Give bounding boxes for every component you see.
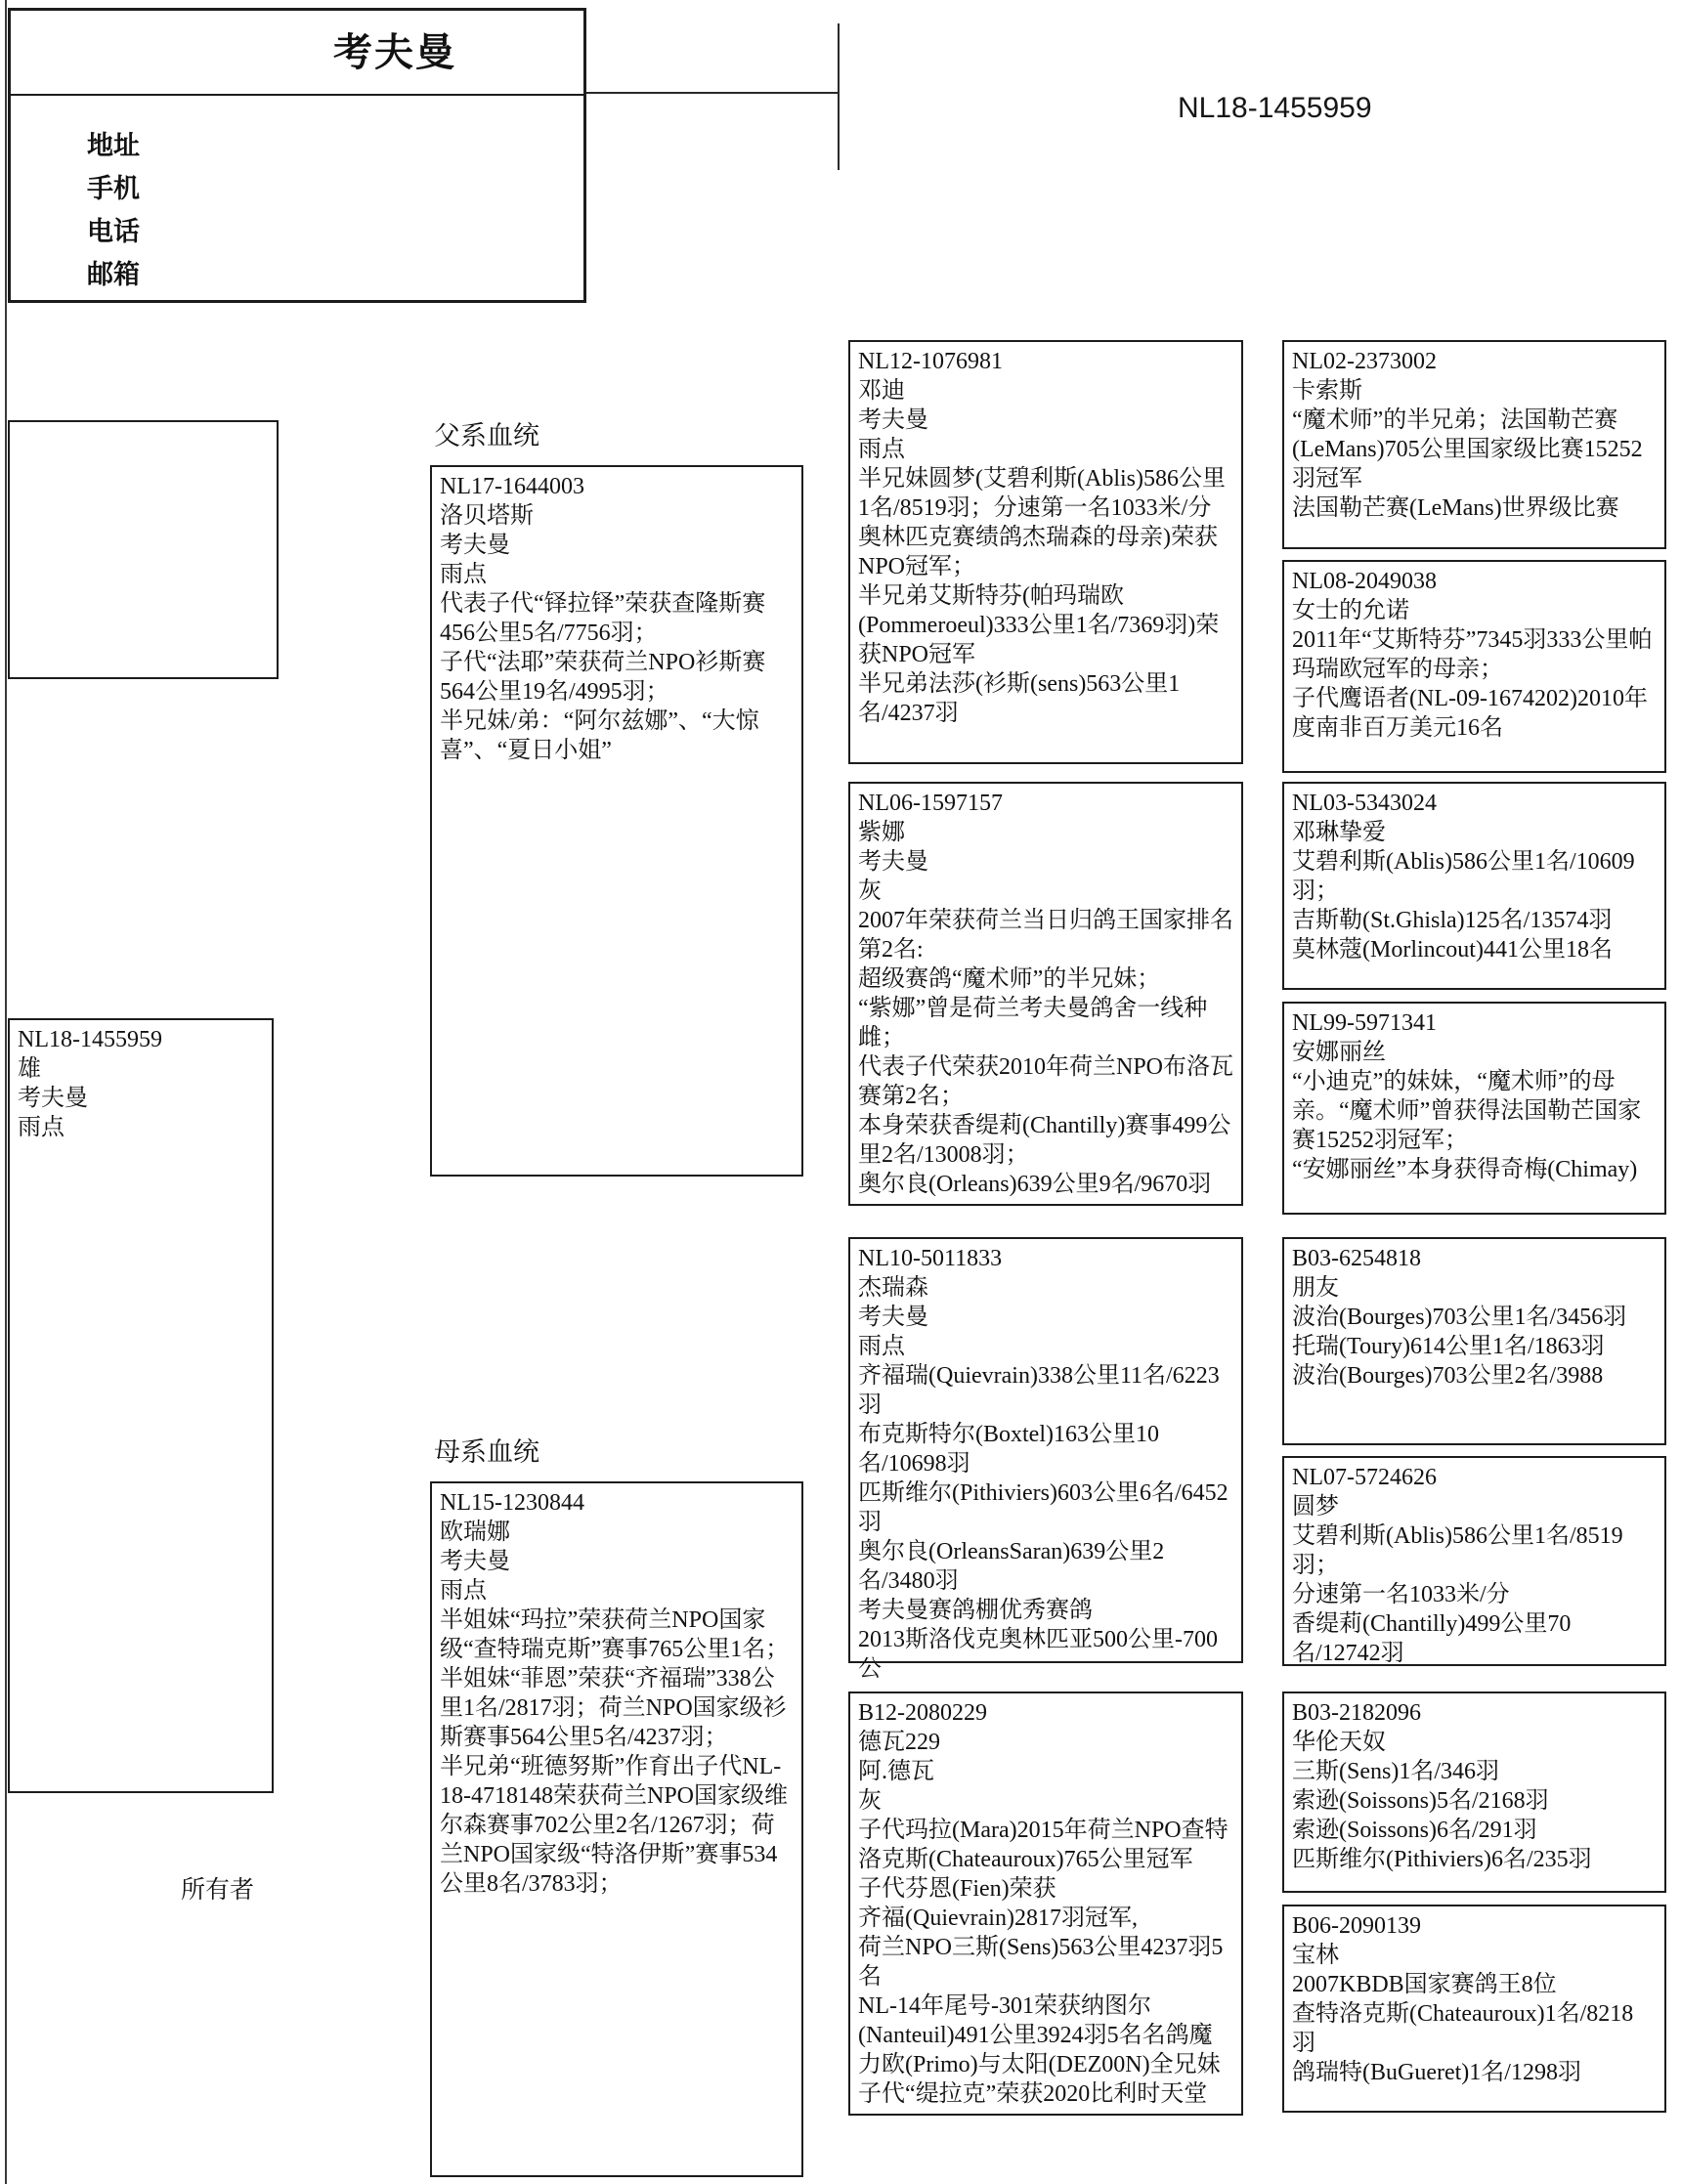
pedigree-text-line: 子代“缇拉克”荣获2020比利时天堂 — [858, 2081, 1208, 2107]
contact-field-label: 地址 — [87, 131, 140, 160]
pedigree-text-line: 香缇莉(Chantilly)499公里70名/12742羽 — [1292, 1611, 1572, 1666]
pedigree-text-line: 2013斯洛伐克奥林匹亚500公里-700公 — [858, 1627, 1218, 1682]
header-title-row — [11, 11, 583, 96]
pedigree-text-line: “紫娜”曾是荷兰考夫曼鸽舍一线种雌； — [858, 996, 1208, 1050]
pedigree-text-line: NL-14年尾号-301荣获纳图尔(Nanteuil)491公里3924羽5名名鸽魔力欧(Primo)与太阳(DEZ00N)全兄妹 — [858, 1993, 1221, 2077]
loft-title: 考夫曼 — [333, 29, 456, 74]
pedigree-text-line: 灰 — [858, 878, 882, 904]
pedigree-text-line: NL17-1644003 — [440, 474, 584, 499]
owner-label: 所有者 — [181, 1877, 255, 1904]
pedigree-text-line: 考夫曼 — [858, 849, 928, 875]
subject-bird-box — [8, 1018, 274, 1793]
pedigree-text-line: 吉斯勒(St.Ghisla)125名/13574羽 — [1292, 908, 1613, 933]
connector-line-vertical — [838, 23, 840, 170]
pedigree-text-line: 2007年荣获荷兰当日归鸽王国家排名第2名: — [858, 908, 1233, 963]
pedigree-text-line: 艾碧利斯(Ablis)586公里1名/8519羽； — [1292, 1523, 1623, 1578]
pedigree-text-line: 雨点 — [858, 1334, 905, 1359]
pedigree-text-line: 半兄弟艾斯特芬(帕玛瑞欧(Pommeroeul)333公里1名/7369羽)荣获NPO冠军 — [858, 583, 1220, 667]
paternal-line-label: 父系血统 — [434, 421, 539, 450]
grandparent-box-NL12-1076981 — [848, 340, 1243, 764]
pedigree-text-line: 朋友 — [1292, 1275, 1339, 1301]
pedigree-text-line: 半兄弟“班德努斯”作育出子代NL-18-4718148荣获荷兰NPO国家级维尔森赛事702公里2名/1267羽；荷兰NPO国家级“特洛伊斯”赛事534公里8名/3783羽； — [440, 1754, 789, 1897]
pedigree-text-line: 考夫曼赛鸽棚优秀赛鸽 — [858, 1598, 1093, 1623]
pedigree-text-line: 2011年“艾斯特芬”7345羽333公里帕玛瑞欧冠军的母亲； — [1292, 627, 1653, 682]
pedigree-text-line: 代表子代荣获2010年荷兰NPO布洛瓦赛第2名； — [858, 1054, 1234, 1109]
pedigree-text-line: 子代芬恩(Fien)荣获 — [858, 1876, 1056, 1902]
pedigree-text-line: 奥林匹克赛绩鸽杰瑞森的母亲)荣获NPO冠军； — [858, 525, 1218, 579]
pedigree-text-line: 雨点 — [858, 437, 905, 462]
pedigree-text-line: “安娜丽丝”本身获得奇梅(Chimay) — [1292, 1157, 1638, 1182]
pedigree-text-line: 匹斯维尔(Pithiviers)603公里6名/6452羽 — [858, 1480, 1228, 1535]
pedigree-text-line: NL15-1230844 — [440, 1490, 584, 1516]
pedigree-text-line: 布克斯特尔(Boxtel)163公里10名/10698羽 — [858, 1422, 1159, 1477]
pedigree-text-line: 邓迪 — [858, 378, 905, 404]
maternal-line-label: 母系血统 — [434, 1437, 539, 1467]
great-grandparent-box-B03-6254818 — [1282, 1237, 1666, 1445]
pedigree-text-line: “小迪克”的妹妹，“魔术师”的母亲。“魔术师”曾获得法国勒芒国家赛15252羽冠军； — [1292, 1069, 1642, 1153]
pedigree-text-line: 托瑞(Toury)614公里1名/1863羽 — [1292, 1334, 1605, 1359]
pedigree-text-line: 安娜丽丝 — [1292, 1040, 1386, 1065]
pedigree-text-line: B06-2090139 — [1292, 1913, 1421, 1939]
pedigree-text-line: 考夫曼 — [858, 407, 928, 433]
great-grandparent-box-B03-2182096 — [1282, 1692, 1666, 1893]
pedigree-text-line: “魔术师”的半兄弟；法国勒芒赛(LeMans)705公里国家级比赛15252羽冠军 — [1292, 407, 1643, 492]
grandparent-box-NL10-5011833 — [848, 1237, 1243, 1682]
pedigree-text-line: 超级赛鸽“魔术师”的半兄妹； — [858, 966, 1161, 992]
page-left-edge-line — [5, 0, 7, 2184]
mother-box-NL15-1230844 — [430, 1481, 803, 2177]
pedigree-text-line: 奥尔良(Orleans)639公里9名/9670羽 — [858, 1172, 1212, 1197]
pedigree-text-line: 邓琳挚爱 — [1292, 820, 1386, 845]
great-grandparent-box-NL08-2049038 — [1282, 560, 1666, 773]
pedigree-text-line: 索逊(Soissons)6名/291羽 — [1292, 1818, 1537, 1843]
pedigree-text-line: 紫娜 — [858, 820, 905, 845]
pedigree-text-line: 荷兰NPO三斯(Sens)563公里4237羽5名 — [858, 1935, 1224, 1990]
pedigree-text-line: 雨点 — [440, 562, 487, 587]
pedigree-text-line: 考夫曼 — [858, 1305, 928, 1330]
contact-field-label: 邮箱 — [87, 260, 140, 289]
great-grandparent-box-B06-2090139 — [1282, 1905, 1666, 2113]
pedigree-text-line: 匹斯维尔(Pithiviers)6名/235羽 — [1292, 1847, 1592, 1872]
pedigree-text-line: 半姐妹“菲恩”荣获“齐福瑞”338公里1名/2817羽；荷兰NPO国家级衫斯赛事564公里5名/4237羽； — [440, 1666, 787, 1750]
connector-line-horizontal — [586, 92, 839, 94]
great-grandparent-box-NL07-5724626 — [1282, 1456, 1666, 1666]
pedigree-text-line: 波治(Bourges)703公里1名/3456羽 — [1292, 1305, 1627, 1330]
pedigree-text-line: 卡索斯 — [1292, 378, 1362, 404]
great-grandparent-box-NL02-2373002 — [1282, 340, 1666, 549]
subject-line: NL18-1455959 — [18, 1027, 162, 1052]
pedigree-text-line: NL07-5724626 — [1292, 1465, 1437, 1490]
pedigree-text-line: 齐福(Quievrain)2817羽冠军, — [858, 1906, 1138, 1931]
pedigree-text-line: NL06-1597157 — [858, 791, 1003, 816]
pedigree-text-line: 雨点 — [440, 1578, 487, 1604]
pedigree-text-line: 欧瑞娜 — [440, 1520, 510, 1545]
pedigree-text-line: 洛贝塔斯 — [440, 503, 534, 529]
contact-field-label: 电话 — [87, 217, 140, 246]
pedigree-text-line: 半姐妹“玛拉”荣获荷兰NPO国家级“查特瑞克斯”赛事765公里1名； — [440, 1607, 790, 1662]
pedigree-text-line: 子代玛拉(Mara)2015年荷兰NPO查特洛克斯(Chateauroux)765公里冠军 — [858, 1818, 1228, 1872]
pedigree-text-line: 分速第一名1033米/分 — [1292, 1582, 1510, 1607]
pedigree-text-line: 齐福瑞(Quievrain)338公里11名/6223羽 — [858, 1363, 1220, 1418]
great-grandparent-box-NL99-5971341 — [1282, 1002, 1666, 1215]
pedigree-text-line: 考夫曼 — [440, 1549, 510, 1574]
grandparent-box-B12-2080229 — [848, 1692, 1243, 2116]
pedigree-text-line: 子代鹰语者(NL-09-1674202)2010年度南非百万美元16名 — [1292, 686, 1648, 741]
pedigree-text-line: NL03-5343024 — [1292, 791, 1437, 816]
pedigree-text-line: 查特洛克斯(Chateauroux)1名/8218羽 — [1292, 2001, 1634, 2056]
photo-placeholder-box — [8, 420, 279, 679]
pedigree-text-line: 灰 — [858, 1788, 882, 1814]
pedigree-text-line: 艾碧利斯(Ablis)586公里1名/10609羽； — [1292, 849, 1635, 904]
pedigree-text-line: 法国勒芒赛(LeMans)世界级比赛 — [1292, 495, 1619, 521]
pedigree-text-line: NL99-5971341 — [1292, 1010, 1437, 1036]
pedigree-text-line: 子代“法耶”荣获荷兰NPO衫斯赛564公里19名/4995羽； — [440, 650, 766, 705]
pedigree-text-line: 圆梦 — [1292, 1494, 1339, 1520]
pedigree-text-line: 半兄妹圆梦(艾碧利斯(Ablis)586公里1名/8519羽；分速第一名1033米/分 — [858, 466, 1226, 521]
pedigree-text-line: 鸽瑞特(BuGueret)1名/1298羽 — [1292, 2060, 1581, 2085]
pedigree-text-line: 波治(Bourges)703公里2名/3988 — [1292, 1363, 1604, 1389]
pedigree-text-line: 德瓦229 — [858, 1730, 940, 1755]
pedigree-text-line: B12-2080229 — [858, 1700, 987, 1726]
subject-line: 雄 — [18, 1056, 41, 1082]
pedigree-text-line: 代表子代“铎拉铎”荣获查隆斯赛456公里5名/7756羽； — [440, 591, 766, 646]
ring-number: NL18-1455959 — [1178, 92, 1372, 124]
pedigree-text-line: 考夫曼 — [440, 533, 510, 558]
pedigree-text-line: NL12-1076981 — [858, 349, 1003, 374]
subject-line: 雨点 — [18, 1115, 65, 1140]
pedigree-text-line: 阿.德瓦 — [858, 1759, 934, 1784]
pedigree-text-line: B03-2182096 — [1292, 1700, 1421, 1726]
pedigree-text-line: 莫林蔻(Morlincout)441公里18名 — [1292, 937, 1613, 963]
pedigree-text-line: 女士的允诺 — [1292, 598, 1409, 623]
pedigree-text-line: 杰瑞森 — [858, 1275, 928, 1301]
contact-fields — [11, 96, 583, 288]
contact-field-label: 手机 — [87, 174, 140, 203]
father-box-NL17-1644003 — [430, 465, 803, 1177]
pedigree-text-line: 华伦天奴 — [1292, 1730, 1386, 1755]
great-grandparent-box-NL03-5343024 — [1282, 782, 1666, 990]
pedigree-text-line: 索逊(Soissons)5名/2168羽 — [1292, 1788, 1549, 1814]
pedigree-text-line: 奥尔良(OrleansSaran)639公里2名/3480羽 — [858, 1539, 1165, 1594]
pedigree-text-line: 半兄妹/弟：“阿尔兹娜”、“大惊喜”、“夏日小姐” — [440, 708, 759, 763]
pedigree-text-line: NL08-2049038 — [1292, 569, 1437, 594]
pedigree-text-line: 本身荣获香缇莉(Chantilly)赛事499公里2名/13008羽； — [858, 1113, 1231, 1168]
grandparent-box-NL06-1597157 — [848, 782, 1243, 1206]
pedigree-text-line: 宝林 — [1292, 1943, 1339, 1968]
pedigree-text-line: 半兄弟法莎(衫斯(sens)563公里1名/4237羽 — [858, 671, 1181, 726]
pedigree-text-line: B03-6254818 — [1292, 1246, 1421, 1271]
pedigree-text-line: NL10-5011833 — [858, 1246, 1003, 1271]
loft-header-box — [8, 8, 586, 303]
pedigree-text-line: NL02-2373002 — [1292, 349, 1437, 374]
pedigree-text-line: 三斯(Sens)1名/346羽 — [1292, 1759, 1499, 1784]
subject-line: 考夫曼 — [18, 1086, 88, 1111]
pedigree-text-line: 2007KBDB国家赛鸽王8位 — [1292, 1972, 1557, 1997]
